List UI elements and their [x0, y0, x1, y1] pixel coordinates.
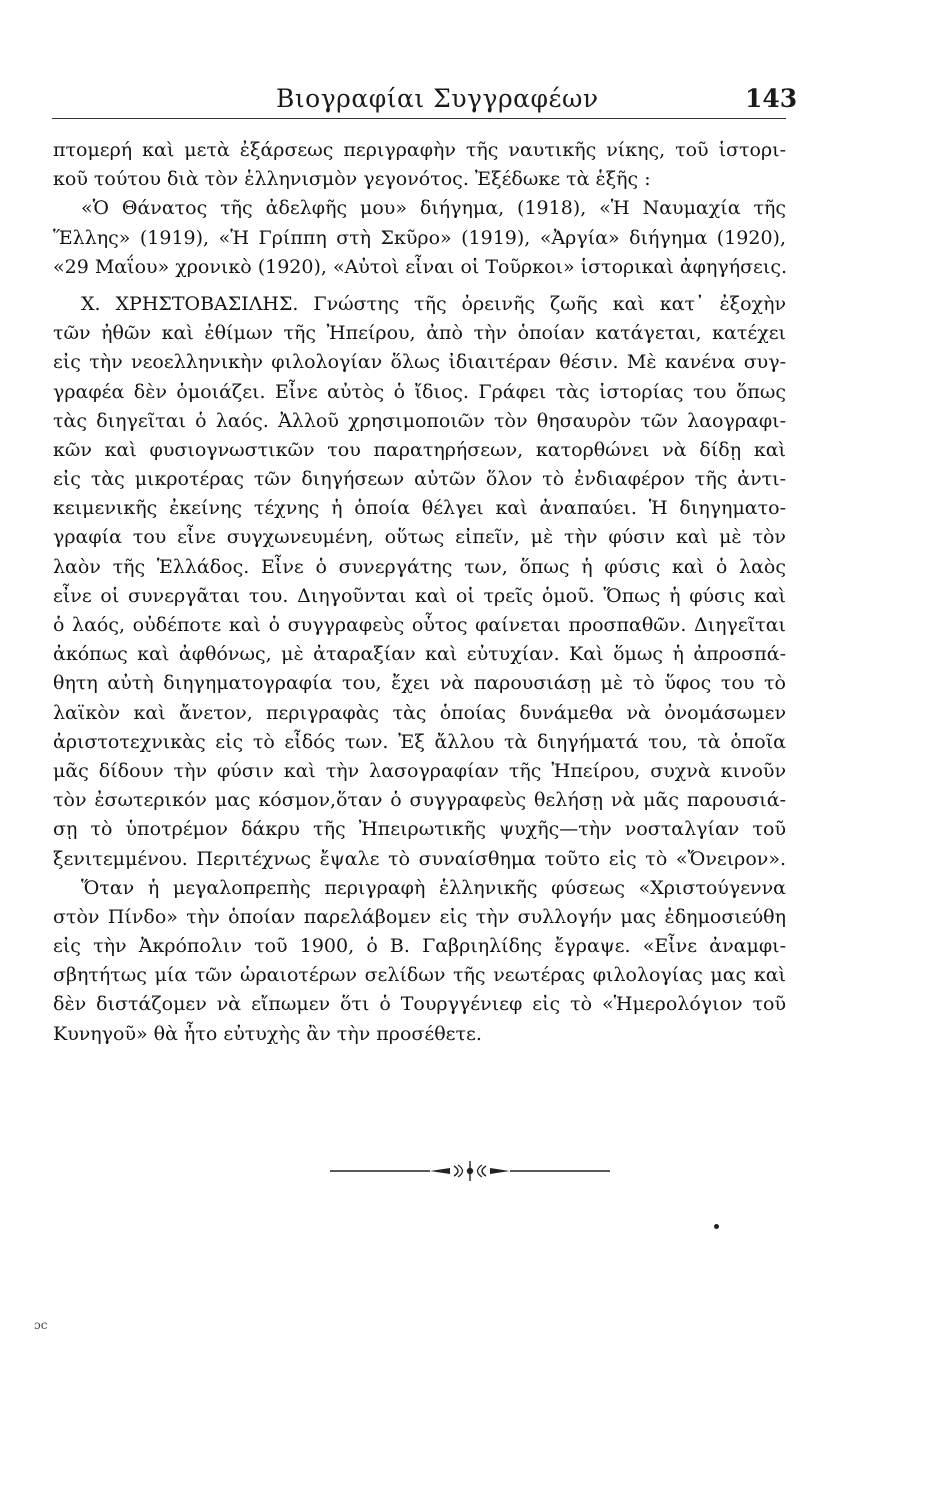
text-line: εἰς τὰς μικροτέρας τῶν διηγήσεων αὐτῶν ὅλον τὸ ἐνδιαφέρον τῆς ἀντι- — [53, 468, 786, 491]
header-rule — [52, 118, 786, 119]
text-line: Ὅταν ἡ μεγαλοπρεπὴς περιγραφὴ ἑλληνικῆς φύσεως «Χριστούγεννα — [81, 876, 786, 899]
text-line: εἶνε οἱ συνεργᾶται του. Διηγοῦνται καὶ οἱ τρεῖς ὁμοῦ. Ὅπως ἡ φύσις καὶ — [53, 584, 786, 607]
text-line: Κυνηγοῦ» θὰ ἦτο εὐτυχὴς ἂν τὴν προσέθετε. — [53, 1022, 482, 1045]
running-title: Βιογραφίαι Συγγραφέων — [276, 84, 599, 113]
page-number: 143 — [745, 84, 798, 113]
text-line: στὸν Πίνδο» τὴν ὁποίαν παρελάβομεν εἰς τὴν συλλογήν μας ἐδημοσιεύθη — [53, 905, 786, 928]
text-line: θητη αὐτὴ διηγηματογραφία του, ἔχει νὰ παρουσιάσῃ μὲ τὸ ὕφος του τὸ — [53, 672, 786, 695]
body-text — [53, 136, 786, 1049]
text-line: «29 Μαΐου» χρονικὸ (1920), «Αὐτοὶ εἶναι οἱ Τοῦρκοι» ἱστορικαὶ ἀφηγήσεις. — [53, 255, 788, 278]
text-line: σῃ τὸ ὑποτρέμον δάκρυ τῆς Ἠπειρωτικῆς ψυχῆς—τὴν νοσταλγίαν τοῦ — [53, 818, 786, 841]
text-line: λαὸν τῆς Ἑλλάδος. Εἶνε ὁ συνεργάτης των, ὅπως ἡ φύσις καὶ ὁ λαὸς — [53, 555, 786, 578]
text-line: κοῦ τούτου διὰ τὸν ἑλληνισμὸν γεγονότος. Ἐξέδωκε τὰ ἑξῆς : — [53, 168, 651, 191]
text-line: σβητήτως μία τῶν ὡραιοτέρων σελίδων τῆς νεωτέρας φιλολογίας μας καὶ — [53, 964, 786, 987]
text-line: λαϊκὸν καὶ ἄνετον, περιγραφὰς τὰς ὁποίας δυνάμεθα νὰ ὀνομάσωμεν — [53, 701, 786, 724]
text-line: ὁ λαός, οὐδέποτε καὶ ὁ συγγραφεὺς οὗτος φαίνεται προσπαθῶν. Διηγεῖται — [53, 614, 786, 636]
text-line: ξενιτεμμένου. Περιτέχνως ἔψαλε τὸ συναίσθημα τοῦτο εἰς τὸ «Ὄνειρον». — [53, 847, 786, 870]
text-line: Χ. ΧΡΗΣΤΟΒΑΣΙΛΗΣ. Γνώστης τῆς ὀρεινῆς ζωῆς καὶ κατ᾿ ἐξοχὴν — [81, 292, 786, 315]
text-line: εἰς τὴν νεοελληνικὴν φιλολογίαν ὅλως ἰδιαιτέραν θέσιν. Μὲ κανένα συγ- — [53, 351, 786, 374]
text-line: τὸν ἐσωτερικόν μας κόσμον,ὅταν ὁ συγγραφεὺς θελήσῃ νὰ μᾶς παρουσιά- — [53, 789, 786, 812]
text-line: τὰς διηγεῖται ὁ λαός. Ἀλλοῦ χρησιμοποιῶν τὸν θησαυρὸν τῶν λαογραφι- — [53, 409, 786, 432]
paragraph-gap — [53, 282, 786, 290]
text-line: κειμενικῆς ἐκείνης τέχνης ἡ ὁποία θέλγει καὶ ἀναπαύει. Ἡ διηγηματο- — [53, 497, 786, 520]
text-line: τῶν ἠθῶν καὶ ἐθίμων τῆς Ἠπείρου, ἀπὸ τὴν ὁποίαν κατάγεται, κατέχει — [53, 322, 786, 345]
section-ornament — [330, 1157, 610, 1183]
text-line: «Ὁ Θάνατος τῆς ἀδελφῆς μου» διήγημα, (1918), «Ἡ Ναυμαχία τῆς — [81, 197, 786, 220]
text-line: γραφία του εἶνε συγχωνευμένη, οὕτως εἰπεῖν, μὲ τὴν φύσιν καὶ μὲ τὸν — [53, 526, 786, 549]
text-line: πτομερή καὶ μετὰ ἐξάρσεως περιγραφὴν τῆς ναυτικῆς νίκης, τοῦ ἱστορι- — [53, 139, 786, 161]
text-line: δὲν διστάζομεν νὰ εἴπωμεν ὅτι ὁ Τουργγένιεφ εἰς τὸ «Ἡμερολόγιον τοῦ — [53, 993, 786, 1016]
text-line: ἀκόπως καὶ ἀφθόνως, μὲ ἀταραξίαν καὶ εὐτυχίαν. Καὶ ὅμως ἡ ἀπροσπά- — [53, 643, 786, 666]
text-line: μᾶς δίδουν τὴν φύσιν καὶ τὴν λασογραφίαν τῆς Ἠπείρου, συχνὰ κινοῦν — [53, 759, 786, 782]
stray-dot — [714, 1224, 719, 1229]
text-line: ἀριστοτεχνικὰς εἰς τὸ εἶδός των. Ἐξ ἄλλου τὰ διηγήματά του, τὰ ὁποῖα — [53, 730, 786, 753]
text-line: Ἕλλης» (1919), «Ἡ Γρίππη στὴ Σκῦρο» (1919), «Ἀργία» διήγημα (1920), — [53, 226, 786, 249]
text-line: εἰς τὴν Ἀκρόπολιν τοῦ 1900, ὁ Β. Γαβριηλίδης ἔγραψε. «Εἶνε ἀναμφι- — [53, 935, 786, 958]
text-line: γραφέα δὲν ὁμοιάζει. Εἶνε αὐτὸς ὁ ἴδιος. Γράφει τὰς ἱστορίας του ὅπως — [53, 380, 786, 403]
text-line: κῶν καὶ φυσιογνωστικῶν του παρατηρήσεων, κατορθώνει νὰ δίδῃ καὶ — [53, 438, 786, 461]
margin-mark: ɔc — [34, 1318, 48, 1332]
